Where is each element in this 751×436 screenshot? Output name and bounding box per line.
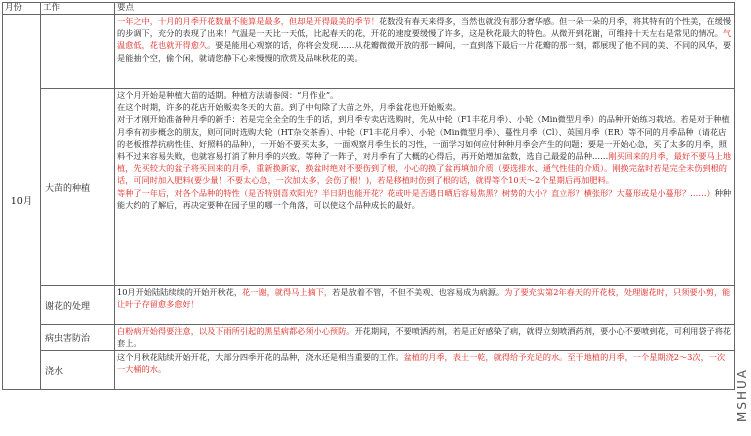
intro-text-cell (115, 15, 735, 89)
pest-text-cell (115, 325, 735, 351)
seedling-p3: 对于才刚开始准备种月季的新手：若是完全全全的生手的话，到月季专卖店选购时，先从中轮（F1丰花月季）、小轮（Min微型月季）的品种开始练习栽培。若是对于种植月季有初步概念的朋友，则可同时选购大轮（HT杂交茶香）、中轮（F1丰花月季）、小轮（Min微型月季）、蔓性月季（Cl）、英国月季（ER）等不同的月季品种（请花店的老板推荐抗病性佳、好照料的品种），一开始不要买太多，一面观察月季生长的习性，一面学习如何应付种种月季会产生的问题；要是一开始心急，买了太多的月季，照料不过来容易失败，也就容易打消了种月季的兴致。等种了一阵子，对月季有了大概的心得后，再开始增加盆数，选自己最爱的品种…… (117, 114, 730, 162)
month-cell: 10月 (3, 15, 41, 390)
header-work: 工作 (41, 3, 115, 15)
water-red-2: 至于地植的月季，一个星期浇2～3次，一次一大桶的水。 (117, 352, 726, 375)
fade-l2: 若是放着不管，不但不美观、也容易成为病源。 (332, 287, 505, 297)
intro-work-cell (41, 15, 115, 89)
intro-p2: 要是能用心观察的话，你将会发现……从花瓣微微开放的那一瞬间，一直到落下最后一片花瓣的那一刻，都展现了他不同的美、不同的风华，要是能抽个空，偷个闲，就请您静下心来慢慢的欣赏及品味秋花的美。 (117, 40, 732, 63)
seedling-line-2: 在这个时期，许多的花店开始贩卖冬天的大苗。到了中旬除了大苗之外，月季盆花也开始贩卖。 (117, 102, 461, 113)
fade-l1: 10月开始陆陆续续的开始开秋花， (117, 287, 243, 297)
intro-red-head: 一年之中，十月的月季开花数量不能算是最多，但却是开得最美的季节！ (117, 16, 380, 26)
table-header-row (3, 3, 735, 15)
seedling-red-2: 等种了一年后，对各个品种的特性（是否特别喜欢阳光？半日阴也能开花？花或叶是否遇日晒后容易焦黑？树势的大小？直立形？横张形？大蔓形或是小蔓形？……） (117, 187, 715, 198)
pest-title: 病虫害防治 (41, 325, 115, 351)
pest-red-1: 白粉病开始得要注意，以及下雨所引起的黑星病都必须小心预防。 (117, 326, 355, 336)
pest-row (3, 325, 735, 351)
fade-row (3, 286, 735, 325)
fade-red-1: 花一谢，就得马上摘下， (242, 287, 333, 297)
header-month: 月份 (3, 3, 41, 15)
seedling-tail: 种种能大约的了解后，再决定要种在园子里的哪一个角落，可以使这个品种成长的最好。 (117, 187, 732, 210)
water-red-1: 盆植的月季，表土一乾，就得给予充足的水。 (403, 352, 568, 362)
seedling-red-1: 刚买回来的月季，最好不要马上地植，先买较大的盆子将买回来的月季，重新换新家，换盆时绝对不要伤到了根，小心的换了盆再填加介质（要选排水、通气性佳的介质）。刚换完盆时若是完全未伤到根的话，可同时加入肥料(要少量！不要太心急，一次加太多，会伤了根！)，若是移植时伤到了根的话，就得等个10天～2个星期后再加肥料。 (117, 151, 732, 186)
intro-row (3, 15, 735, 89)
header-points: 要点 (115, 3, 735, 15)
water-l1: 这个月秋花陆续开始开花，大部分四季开花的品种，浇水还是相当重要的工作。 (117, 352, 404, 362)
seedling-line-4 (117, 187, 732, 211)
water-row (3, 351, 735, 390)
monthly-care-table (2, 2, 735, 390)
seedling-line-3 (117, 113, 732, 186)
fade-text-cell (115, 286, 735, 325)
intro-p1: 花数没有春天来得多，当然也就没有那分奢华感。但一朵一朵的月季，将其特有的个性美，在缓慢的步调下，充分的表现了出来！气温是一天比一天低，比起春天的花，开花的速度要缓慢了许多，这是秋花最大的特色。从微开到花谢，可维持十天左右是常见的情况。 (117, 16, 732, 39)
seedling-title: 大苗的种植 (41, 89, 115, 286)
watermark-text: MSHUA (735, 368, 749, 422)
fade-red-2: 为了要充实第2年春天的开花枝，处理谢花时，只须要小剪，能让叶子存留愈多愈好！ (117, 287, 731, 310)
seedling-line-1: 这个月开始是种植大苗的适期。种植方法请参阅：“月作业”。 (117, 90, 339, 100)
fade-title: 谢花的处理 (41, 286, 115, 325)
water-text-cell (115, 351, 735, 390)
seedling-row (3, 89, 735, 286)
care-table-container (2, 2, 735, 434)
water-title: 浇水 (41, 351, 115, 390)
watermark (735, 355, 749, 435)
intro-red-mid: 气温愈低，花也就开得愈久。 (117, 28, 732, 51)
pest-l1: 开花期间，不要喷洒药剂，若是正好感染了病，就得立刻喷洒药剂，要小心不要喷到花，可利用袋子将花套上。 (117, 326, 732, 349)
seedling-text-cell (115, 89, 735, 286)
